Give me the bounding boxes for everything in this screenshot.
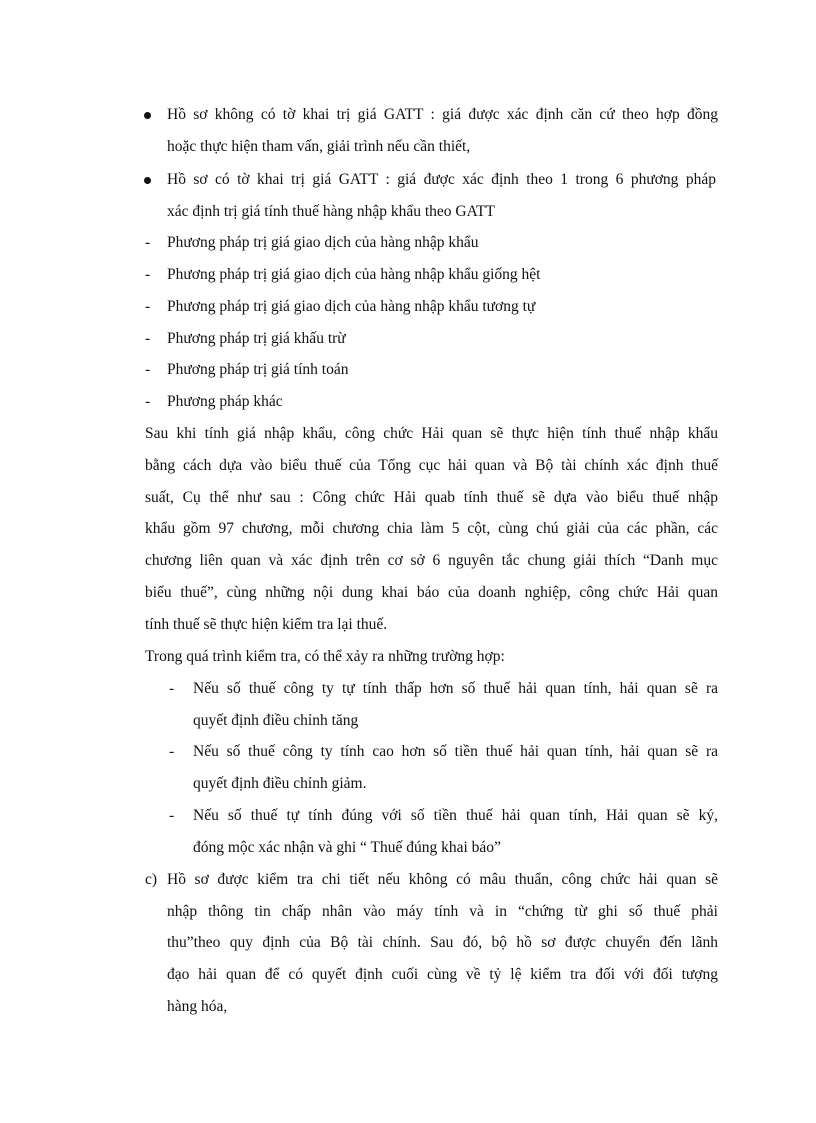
paragraph-1-line: biểu thuế”, cùng những nội dung khai báo của doanh nghiệp, công chức Hải quan bbox=[145, 584, 718, 601]
method-item: Phương pháp trị giá giao dịch của hàng nhập khẩu tương tự bbox=[167, 298, 536, 315]
section-c-line: Hồ sơ được kiểm tra chi tiết nếu không có mâu thuẩn, công chức hải quan sẽ bbox=[167, 871, 718, 888]
paragraph-1-line: khẩu gồm 97 chương, mỗi chương chia làm 5 cột, cùng chú giải của các phần, các bbox=[145, 520, 718, 537]
method-item: Phương pháp khác bbox=[167, 393, 283, 410]
dash-marker: - bbox=[145, 234, 151, 251]
bullet-2-line-2: xác định trị giá tính thuế hàng nhập khẩu theo GATT bbox=[167, 203, 496, 220]
dash-marker: - bbox=[145, 393, 151, 410]
method-item: Phương pháp trị giá giao dịch của hàng nhập khẩu giống hệt bbox=[167, 266, 541, 283]
bullet-1-line-2: hoặc thực hiện tham vấn, giải trình nếu cần thiết, bbox=[167, 138, 471, 155]
case-line: đóng mộc xác nhận và ghi “ Thuế đúng khai báo” bbox=[193, 839, 501, 856]
paragraph-1-line: tính thuế sẽ thực hiện kiểm tra lại thuế. bbox=[145, 616, 388, 633]
section-c-line: đạo hải quan để có quyết định cuối cùng về tỷ lệ kiểm tra đối với đối tượng bbox=[167, 966, 718, 983]
method-item: Phương pháp trị giá tính toán bbox=[167, 361, 349, 378]
dash-marker: - bbox=[169, 743, 175, 760]
method-item: Phương pháp trị giá khấu trừ bbox=[167, 330, 346, 347]
method-item: Phương pháp trị giá giao dịch của hàng nhập khẩu bbox=[167, 234, 479, 251]
section-c-line: nhập thông tin chấp nhân vào máy tính và in “chứng từ ghi số thuế phải bbox=[167, 903, 718, 920]
paragraph-1-line: chương liên quan và xác định trên cơ sở 6 nguyên tắc chung giải thích “Danh mục bbox=[145, 552, 718, 569]
case-line: Nếu số thuế công ty tự tính thấp hơn số thuế hải quan tính, hải quan sẽ ra bbox=[193, 680, 718, 697]
dash-marker: - bbox=[169, 807, 175, 824]
case-line: quyết định điều chỉnh tăng bbox=[193, 712, 359, 729]
bullet-dot-icon bbox=[144, 177, 151, 184]
paragraph-1-line: Sau khi tính giá nhập khẩu, công chức Hải quan sẽ thực hiện tính thuế nhập khẩu bbox=[145, 425, 718, 442]
paragraph-2-intro: Trong quá trình kiểm tra, có thể xảy ra những trường hợp: bbox=[145, 648, 505, 665]
section-c-line: thu”theo quy định của Bộ tài chính. Sau đó, bộ hồ sơ được chuyển đến lãnh bbox=[167, 934, 718, 951]
section-c-label: c) bbox=[145, 871, 158, 888]
case-line: quyết định điều chỉnh giảm. bbox=[193, 775, 367, 792]
bullet-2-line-1: Hồ sơ có tờ khai trị giá GATT : giá được xác định theo 1 trong 6 phương pháp bbox=[167, 171, 716, 188]
dash-marker: - bbox=[145, 266, 151, 283]
case-line: Nếu số thuế công ty tính cao hơn số tiền thuế hải quan tính, hải quan sẽ ra bbox=[193, 743, 718, 760]
case-line: Nếu số thuế tự tính đúng với số tiền thuế hải quan tính, Hải quan sẽ ký, bbox=[193, 807, 718, 824]
dash-marker: - bbox=[145, 330, 151, 347]
paragraph-1-line: bằng cách dựa vào biểu thuế của Tổng cục hải quan và Bộ tài chính xác định thuế bbox=[145, 457, 718, 474]
dash-marker: - bbox=[145, 361, 151, 378]
paragraph-1-line: suất, Cụ thể như sau : Công chức Hải quab tính thuế sẽ dựa vào biểu thuế nhập bbox=[145, 489, 718, 506]
bullet-dot-icon bbox=[144, 112, 151, 119]
section-c-line: hàng hóa, bbox=[167, 998, 228, 1015]
dash-marker: - bbox=[145, 298, 151, 315]
bullet-1-line-1: Hồ sơ không có tờ khai trị giá GATT : giá được xác định căn cứ theo hợp đồng bbox=[167, 106, 718, 123]
dash-marker: - bbox=[169, 680, 175, 697]
